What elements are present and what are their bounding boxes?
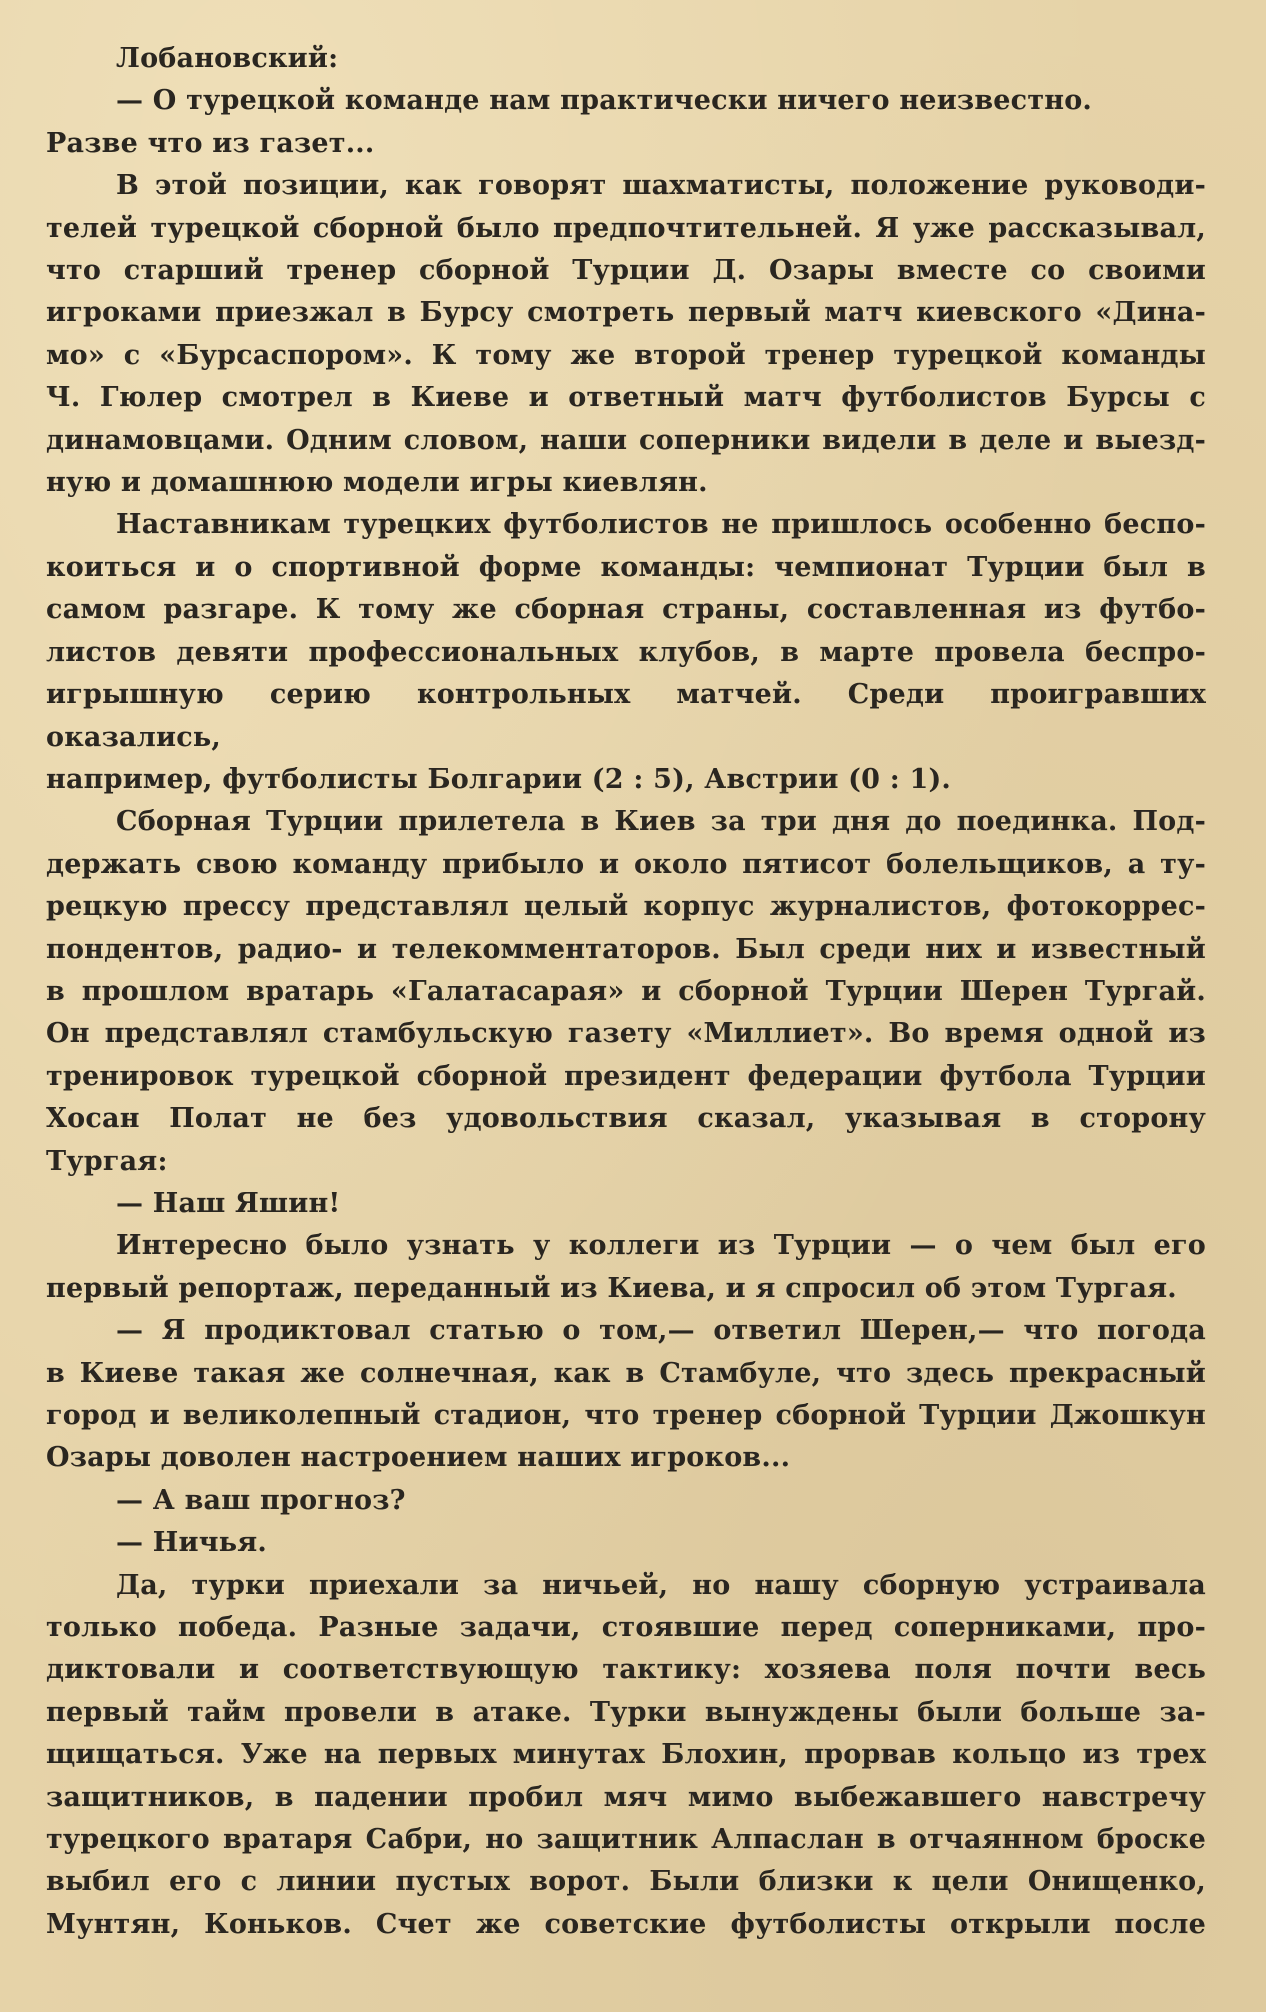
text-line: держать свою команду прибыло и около пятисот болельщиков, а ту- <box>46 848 1206 880</box>
dialogue-paragraph <box>46 1310 1206 1480</box>
text-line: Тургая: <box>46 1145 168 1177</box>
text-line: рецкую прессу представлял целый корпус журналистов, фотокоррес- <box>46 891 1206 923</box>
body-paragraph <box>46 504 1206 801</box>
text-line: листов девяти профессиональных клубов, в марте провела беспро- <box>46 636 1206 668</box>
text-line: Разве что из газет... <box>46 127 375 159</box>
text-line: что старший тренер сборной Турции Д. Озары вместе со своими <box>46 255 1206 287</box>
dialogue-paragraph <box>46 80 1206 165</box>
text-line: Хосан Полат не без удовольствия сказал, указывая в сторону <box>46 1103 1206 1135</box>
text-line: город и великолепный стадион, что тренер сборной Турции Джошкун <box>46 1400 1206 1431</box>
page-text <box>46 38 1206 1946</box>
body-paragraph <box>46 1565 1206 1947</box>
text-line: динамовцами. Одним словом, наши соперники видели в деле и выезд- <box>46 424 1206 456</box>
text-line: Мунтян, Коньков. Счет же советские футболисты открыли после <box>46 1908 1206 1940</box>
text-line: самом разгаре. К тому же сборная страны, составленная из футбо- <box>46 594 1206 626</box>
text-line: например, футболисты Болгарии (2 : 5), Австрии (0 : 1). <box>46 763 952 795</box>
dialogue-line <box>46 1183 1206 1225</box>
text-line: щищаться. Уже на первых минутах Блохин, прорвав кольцо из трех <box>46 1739 1206 1771</box>
text-line: только победа. Разные задачи, стоявшие перед соперниками, про- <box>46 1612 1206 1644</box>
text-line: первый репортаж, переданный из Киева, и я спросил об этом Тургая. <box>46 1272 1177 1304</box>
text-line: — А ваш прогноз? <box>116 1484 406 1516</box>
text-line: Ч. Гюлер смотрел в Киеве и ответный матч футболистов Бурсы с <box>46 382 1206 414</box>
body-paragraph <box>46 1225 1206 1310</box>
dialogue-line <box>46 1480 1206 1522</box>
text-line: защитников, в падении пробил мяч мимо выбежавшего навстречу <box>46 1781 1206 1813</box>
text-line: тренировок турецкой сборной президент федерации футбола Турции <box>46 1060 1206 1092</box>
body-paragraph <box>46 165 1206 504</box>
text-line: игроками приезжал в Бурсу смотреть первый матч киевского «Дина- <box>46 297 1206 329</box>
text-line: — Наш Яшин! <box>116 1187 341 1219</box>
text-line: в прошлом вратарь «Галатасарая» и сборной Турции Шерен Тургай. <box>46 975 1206 1007</box>
text-line: Озары доволен настроением наших игроков... <box>46 1442 791 1474</box>
text-line: игрышную серию контрольных матчей. Среди проигравших оказались, <box>46 679 1206 753</box>
text-line: пондентов, радио- и телекомментаторов. Был среди них и известный <box>46 933 1206 965</box>
text-line: Лобановский: <box>116 43 339 74</box>
text-line: Да, турки приехали за ничьей, но нашу сборную устраивала <box>116 1569 1206 1601</box>
text-line: Наставникам турецких футболистов не пришлось особенно беспо- <box>116 509 1206 541</box>
text-line: в Киеве такая же солнечная, как в Стамбуле, что здесь прекрасный <box>46 1357 1206 1389</box>
text-line: ную и домашнюю модели игры киевлян. <box>46 467 708 499</box>
text-line: Он представлял стамбульскую газету «Миллиет». Во время одной из <box>46 1018 1206 1050</box>
text-line: В этой позиции, как говорят шахматисты, положение руководи- <box>116 170 1206 202</box>
text-line: диктовали и соответствующую тактику: хозяева поля почти весь <box>46 1654 1206 1686</box>
text-line: коиться и о спортивной форме команды: чемпионат Турции был в <box>46 551 1206 583</box>
text-line: Интересно было узнать у коллеги из Турции — о чем был его <box>116 1230 1206 1262</box>
speaker-label <box>46 38 1206 80</box>
text-line: турецкого вратаря Сабри, но защитник Алпаслан в отчаянном броске <box>46 1824 1206 1856</box>
text-line: первый тайм провели в атаке. Турки вынуждены были больше за- <box>46 1696 1206 1728</box>
text-line: мо» с «Бурсаспором». К тому же второй тренер турецкой команды <box>46 339 1206 371</box>
text-line: — Ничья. <box>116 1527 267 1559</box>
text-line: — Я продиктовал статью о том,— ответил Шерен,— что погода <box>116 1315 1206 1347</box>
body-paragraph <box>46 801 1206 1183</box>
dialogue-line <box>46 1522 1206 1564</box>
text-line: телей турецкой сборной было предпочтительней. Я уже рассказывал, <box>46 212 1206 244</box>
text-line: Сборная Турции прилетела в Киев за три дня до поединка. Под- <box>116 806 1206 838</box>
text-line: выбил его с линии пустых ворот. Были близки к цели Онищенко, <box>46 1866 1206 1898</box>
text-line: — О турецкой команде нам практически ничего неизвестно. <box>116 85 1093 117</box>
